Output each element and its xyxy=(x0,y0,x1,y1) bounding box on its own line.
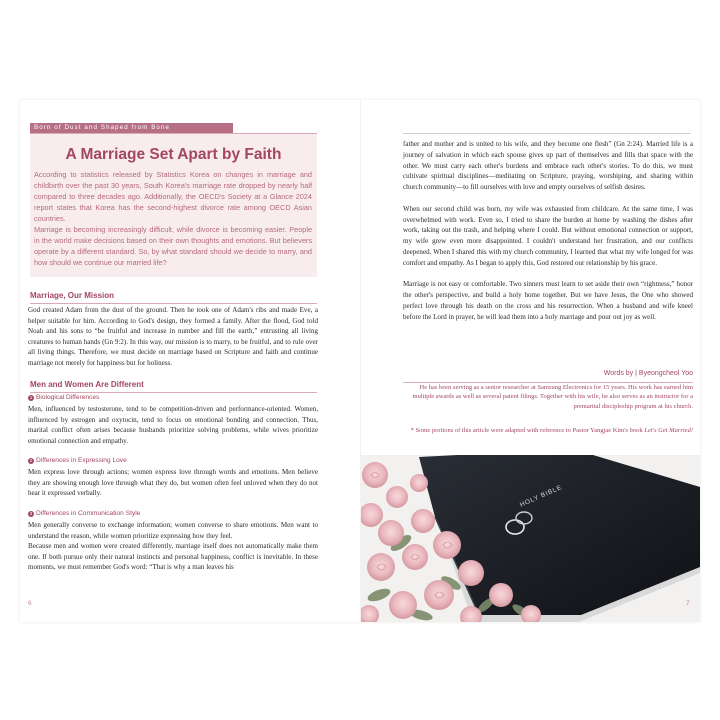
sub-body-communication xyxy=(28,520,318,573)
bible-roses-photo xyxy=(361,455,700,622)
section-heading-differences: Men and Women Are Different xyxy=(30,380,144,389)
subheading-love xyxy=(28,457,127,464)
body-paragraph: Men express love through actions; women express love through words and emotions. Men believe they are showing enough love through what they do, but women often feel unloved when they do not hear it expressed verbally. xyxy=(28,468,318,498)
body-paragraph: Men, influenced by testosterone, tend to be competition-driven and performance-oriented. Women, influenced by estrogen and oxytocin, tend to focus on emotional bonding and connection. Thus, marital conflict often arises because husbands prioritize solving problems, while wives prioritize emotional connection and empathy. xyxy=(28,405,318,445)
page-number-left: 6 xyxy=(28,600,32,607)
subheading-text: Differences in Expressing Love xyxy=(36,457,127,464)
author-byline: Words by | Byeongcheol Yoo xyxy=(603,370,693,377)
adapted-note-text: * Some portions of this article were adapted with reference to Pastor Yangjae Kim's book xyxy=(410,427,643,434)
subheading-biological xyxy=(28,394,99,401)
intro-paragraph: According to statistics released by Statistics Korea on changes in marriage and childbirth over the past 30 years, South Korea's marriage rate dropped by nearly half compared to three decades ago. Additionally, the OECD's Society at a Glance 2024 report states that Korea has the second-highest divorce rate among OECD Asian countries. xyxy=(34,170,312,223)
body-paragraph: God created Adam from the dust of the ground. Then he took one of Adam's ribs and made Eve, a helper suitable for him. According to God's design, they formed a family. After the flood, God told Noah and his sons to “be fruitful and increase in number and fill the earth,” entrusting all living creatures to human hands (Gn 9:2). In this way, our mission is to marry, to be fruitful, and to rule over all living things. Therefore, we must decide on marriage based on Scripture and faith and continue marriage not merely for happiness but for holiness. xyxy=(28,306,318,367)
sub-body-love xyxy=(28,467,318,499)
sub-body-biological xyxy=(28,404,318,446)
page-number-right: 7 xyxy=(686,600,690,607)
intro-paragraph: Marriage is becoming increasingly difficult, while divorce is becoming easier. People in the world make decisions based on their own thoughts and emotions. But believers operate by a different standard. So, by what standard should we decide to marry, and how should we continue our married life? xyxy=(34,225,312,267)
number-badge: 1 xyxy=(29,395,33,400)
section-rule xyxy=(30,392,317,393)
section-body-mission xyxy=(28,305,318,369)
subheading-text: Differences in Communication Style xyxy=(36,510,141,517)
body-paragraph: father and mother and is united to his wife, and they become one flesh” (Gn 2:24). Married life is a journey of salvation in which each spouse gives up part of themselves and fills that space with the other. We must carry each other's burdens and embrace each other's stories. To do this, we must cultivate spiritual disciplines—meditating on Scripture, praying, worshiping, and sharing within church community—to fill ourselves with love and empty ourselves of selfish desires. xyxy=(403,140,693,192)
intro-text xyxy=(34,169,312,268)
book-title: Let's Get Married! xyxy=(644,427,693,434)
section-rule xyxy=(30,303,317,304)
number-badge: 3 xyxy=(29,511,33,516)
right-body-text xyxy=(403,139,693,333)
body-paragraph: When our second child was born, my wife was exhausted from childcare. At the same time, I was overwhelmed with work. Even so, I tried to share the burden at home by washing the dishes after work, taking out the trash, and helping where I could. But without emotional connection or support, my wife grew even more disappointed. I couldn't understand her frustration, and our conflicts deepened. When I shared this with my church community, I learned that what my wife longed for was comfort and empathy. As I began to apply this, God restored our relationship by his grace. xyxy=(403,204,693,267)
bible-label: HOLY BIBLE xyxy=(518,483,564,509)
body-paragraph: Marriage is not easy or comfortable. Two sinners must learn to set aside their own “rightness,” honor the other's perspective, and build a holy home together. But we have Jesus, the One who showed perfect love through his death on the cross and his resurrection. When a husband and wife kneel before the Lord in prayer, he will lead them into a holy marriage and pour out joy as well. xyxy=(403,280,693,321)
body-paragraph: Because men and women were created differently, marriage itself does not automatically make them one. If both pursue only their natural instincts and personal happiness, conflict is inevitable. In these moments, we must remember God's word: “That is why a man leaves his xyxy=(28,542,318,572)
series-label: Born of Dust and Shaped from Bone xyxy=(30,123,233,133)
photo-illustration xyxy=(361,455,700,622)
top-rule xyxy=(403,133,691,134)
magazine-spread xyxy=(20,100,700,622)
adapted-note xyxy=(403,426,693,435)
author-bio: He has been serving as a senior researcher at Samsung Electronics for 15 years. His work has earned him multiple awards as well as several patent filings. Together with his wife, he also serves as an instructor for a premarital discipleship program at his church. xyxy=(412,384,693,410)
intro-box xyxy=(30,133,317,277)
section-heading-mission: Marriage, Our Mission xyxy=(30,291,115,300)
subheading-text: Biological Differences xyxy=(36,394,100,401)
subheading-communication xyxy=(28,510,140,517)
number-badge: 2 xyxy=(29,458,33,463)
article-title: A Marriage Set Apart by Faith xyxy=(65,146,282,163)
body-paragraph: Men generally converse to exchange information; women converse to share emotions. Men want to understand the reason, while women prioritize expressing how they feel. xyxy=(28,521,318,540)
